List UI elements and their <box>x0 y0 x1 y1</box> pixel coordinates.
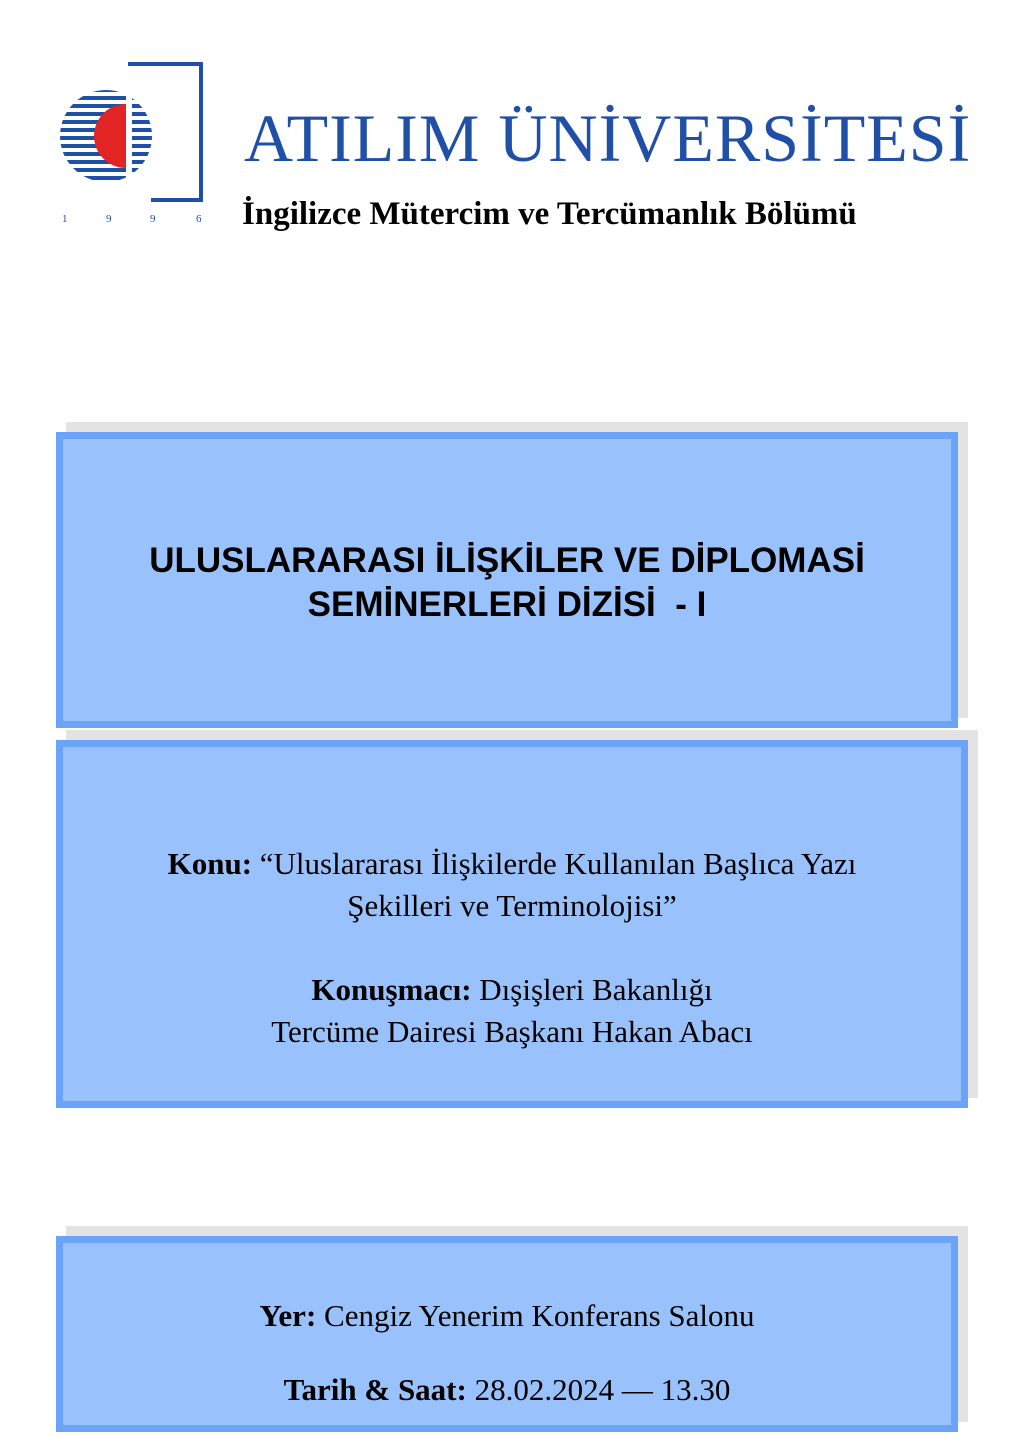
speaker-label: Konuşmacı: <box>311 972 472 1007</box>
topic-text-line1: “Uluslararası İlişkilerde Kullanılan Başlıca Yazı <box>252 846 857 881</box>
series-title-box <box>56 432 958 728</box>
logo-year-digit: 9 <box>150 213 156 225</box>
place-label: Yer: <box>259 1298 317 1333</box>
speaker-text-line2: Tercüme Dairesi Başkanı Hakan Abacı <box>271 1014 753 1049</box>
speaker-line1 <box>63 969 961 1011</box>
series-title-line1: ULUSLARARASI İLİŞKİLER VE DİPLOMASİ <box>149 541 865 580</box>
speaker-text-line1: Dışişleri Bakanlığı <box>471 972 713 1007</box>
datetime-value: 28.02.2024 — 13.30 <box>466 1372 731 1407</box>
logo-year-digit: 6 <box>196 213 202 225</box>
place-value: Cengiz Yenerim Konferans Salonu <box>316 1298 755 1333</box>
topic-block <box>63 843 961 927</box>
university-name: ATILIM ÜNİVERSİTESİ <box>244 100 972 176</box>
place-line <box>63 1295 951 1337</box>
series-title-line2: SEMİNERLERİ DİZİSİ - I <box>307 585 707 624</box>
datetime-label: Tarih & Saat: <box>283 1372 467 1407</box>
topic-line1 <box>63 843 961 885</box>
event-details-box <box>56 740 968 1108</box>
logo-year-digit: 1 <box>62 213 68 225</box>
department-name: İngilizce Mütercim ve Tercümanlık Bölümü <box>242 196 857 232</box>
event-logistics-box <box>56 1236 958 1432</box>
logo-year-digit: 9 <box>106 213 112 225</box>
speaker-block <box>63 969 961 1053</box>
series-title <box>63 539 951 627</box>
university-logo <box>56 58 206 228</box>
datetime-line <box>63 1369 951 1411</box>
topic-text-line2: Şekilleri ve Terminolojisi” <box>347 888 677 923</box>
topic-label: Konu: <box>167 846 253 881</box>
